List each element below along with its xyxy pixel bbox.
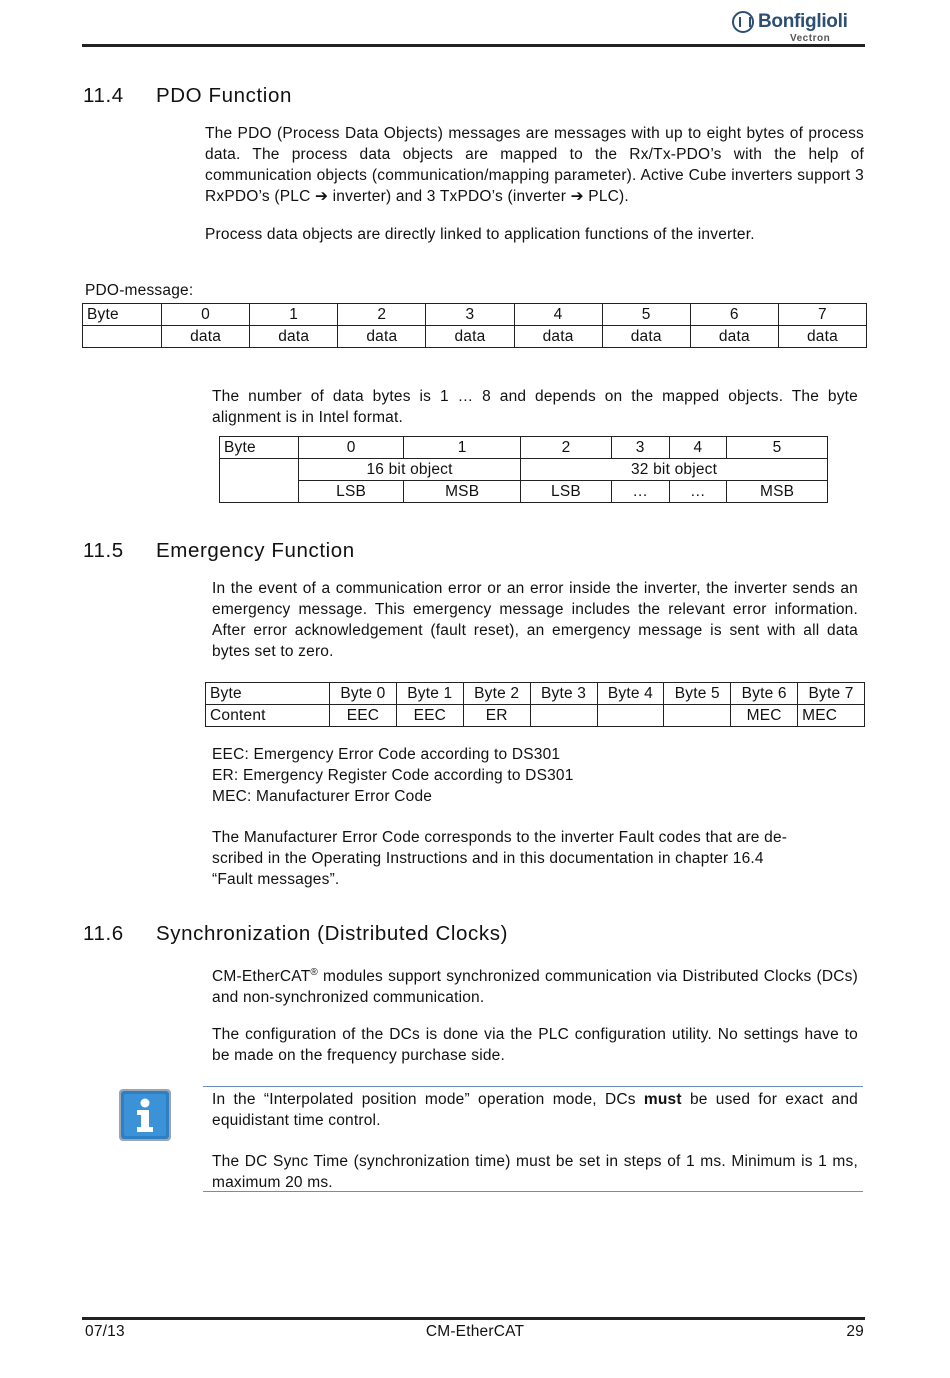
table-cell: Byte [220, 437, 299, 459]
page-number: 29 [846, 1323, 864, 1340]
emphasis-must: must [643, 1091, 682, 1108]
info-text: be used for exact and equidistant time control. [212, 1091, 858, 1129]
table-cell: Byte 7 [798, 683, 865, 705]
table-cell: 5 [602, 304, 690, 326]
table-cell: EEC [330, 705, 397, 727]
table-cell: Content [206, 705, 330, 727]
table-cell: 3 [426, 304, 514, 326]
abbreviation-list [212, 744, 574, 807]
table-cell [530, 705, 597, 727]
section-number: 11.6 [83, 922, 124, 945]
table-cell: data [426, 326, 514, 348]
section-number: 11.5 [83, 539, 124, 562]
table-cell: 7 [778, 304, 866, 326]
table-cell: LSB [521, 481, 612, 503]
paragraph-text: modules support synchronized communication via Distributed Clocks (DCs) and non-synchronized communication. [212, 968, 858, 1007]
paragraph-line: “Fault messages”. [212, 871, 340, 888]
byte-alignment-table [219, 436, 828, 503]
paragraph: The PDO (Process Data Objects) messages are messages with up to eight bytes of process data. The process data objects are mapped to the Rx/Tx-PDO’s with the help of communication objects (communication/mapping parameter). Active Cube inverters support 3 RxPDO’s (PLC ➔ inverter) and 3 TxPDO’s (inverter ➔ PLC). [205, 125, 864, 205]
table-cell: ER [463, 705, 530, 727]
table-cell: data [162, 326, 250, 348]
table-cell: 1 [250, 304, 338, 326]
table-cell: 3 [611, 437, 669, 459]
table-cell: 1 [404, 437, 521, 459]
table-cell [83, 326, 162, 348]
table-cell: Byte [206, 683, 330, 705]
table-cell: 0 [162, 304, 250, 326]
paragraph: The number of data bytes is 1 … 8 and depends on the mapped objects. The byte alignment is in Intel format. [212, 388, 858, 426]
table-cell: Byte 0 [330, 683, 397, 705]
table-cell: data [778, 326, 866, 348]
table-cell: 2 [338, 304, 426, 326]
table-caption: PDO-message: [85, 282, 194, 299]
section-title: PDO Function [156, 84, 292, 107]
info-paragraph [212, 1089, 858, 1131]
footer-date: 07/13 [85, 1323, 125, 1340]
abbreviation-mec: MEC: Manufacturer Error Code [212, 788, 433, 805]
abbreviation-eec: EEC: Emergency Error Code according to DS301 [212, 746, 561, 763]
table-cell [220, 459, 299, 503]
paragraph-line: scribed in the Operating Instructions and in this documentation in chapter 16.4 [212, 850, 764, 867]
section-title: Synchronization (Distributed Clocks) [156, 922, 509, 945]
product-name: CM-EtherCAT [212, 968, 311, 986]
table-cell: 4 [669, 437, 727, 459]
table-cell: data [338, 326, 426, 348]
table-cell: … [611, 481, 669, 503]
table-cell: data [602, 326, 690, 348]
table-cell: Byte 6 [731, 683, 798, 705]
table-row [220, 459, 828, 481]
footer-doc-title: CM-EtherCAT [425, 1323, 525, 1340]
table-cell: 2 [521, 437, 612, 459]
table-row [83, 326, 867, 348]
table-cell: 6 [690, 304, 778, 326]
table-cell: 16 bit object [299, 459, 521, 481]
table-cell: 32 bit object [521, 459, 828, 481]
paragraph [212, 827, 787, 890]
table-cell: MEC [731, 705, 798, 727]
table-cell: 4 [514, 304, 602, 326]
table-cell: LSB [299, 481, 404, 503]
table-cell: Byte 1 [396, 683, 463, 705]
table-row [206, 683, 865, 705]
table-cell: data [690, 326, 778, 348]
table-row [83, 304, 867, 326]
brand-logo [732, 8, 852, 48]
paragraph: In the event of a communication error or an error inside the inverter, the inverter sends an emergency message. This emergency message includes the relevant error information. After error acknowledgement (fault reset), an emergency message is sent with all data bytes set to zero. [212, 580, 858, 660]
header-rule [82, 44, 865, 47]
info-paragraph: The DC Sync Time (synchronization time) must be set in steps of 1 ms. Minimum is 1 ms, maximum 20 ms. [212, 1153, 858, 1191]
paragraph: Process data objects are directly linked to application functions of the inverter. [205, 226, 755, 243]
paragraph: The configuration of the DCs is done via the PLC configuration utility. No settings have to be made on the frequency purchase side. [212, 1026, 858, 1064]
table-cell: Byte [83, 304, 162, 326]
table-row [220, 481, 828, 503]
logo-icon [732, 11, 754, 33]
section-title: Emergency Function [156, 539, 355, 562]
registered-mark: ® [310, 967, 318, 978]
pdo-message-table [82, 303, 867, 348]
table-cell: MSB [727, 481, 828, 503]
footer-rule [82, 1317, 865, 1320]
table-row [220, 437, 828, 459]
section-number: 11.4 [83, 84, 124, 107]
table-cell: data [250, 326, 338, 348]
table-cell: MEC [798, 705, 865, 727]
paragraph-line: The Manufacturer Error Code corresponds to the inverter Fault codes that are de- [212, 829, 788, 846]
emergency-table [205, 682, 865, 727]
table-cell: Byte 4 [597, 683, 664, 705]
table-cell: 5 [727, 437, 828, 459]
brand-name: Bonfiglioli [758, 11, 848, 32]
table-cell [664, 705, 731, 727]
info-text: In the “Interpolated position mode” operation mode, DCs [212, 1091, 644, 1108]
table-cell: Byte 2 [463, 683, 530, 705]
table-cell: data [514, 326, 602, 348]
table-cell: Byte 3 [530, 683, 597, 705]
abbreviation-er: ER: Emergency Register Code according to DS301 [212, 767, 574, 784]
table-cell: 0 [299, 437, 404, 459]
info-icon [118, 1088, 172, 1142]
paragraph [212, 962, 858, 1008]
table-row [206, 705, 865, 727]
table-cell: Byte 5 [664, 683, 731, 705]
brand-sub: Vectron [790, 33, 831, 44]
table-cell: MSB [404, 481, 521, 503]
table-cell [597, 705, 664, 727]
table-cell: … [669, 481, 727, 503]
table-cell: EEC [396, 705, 463, 727]
